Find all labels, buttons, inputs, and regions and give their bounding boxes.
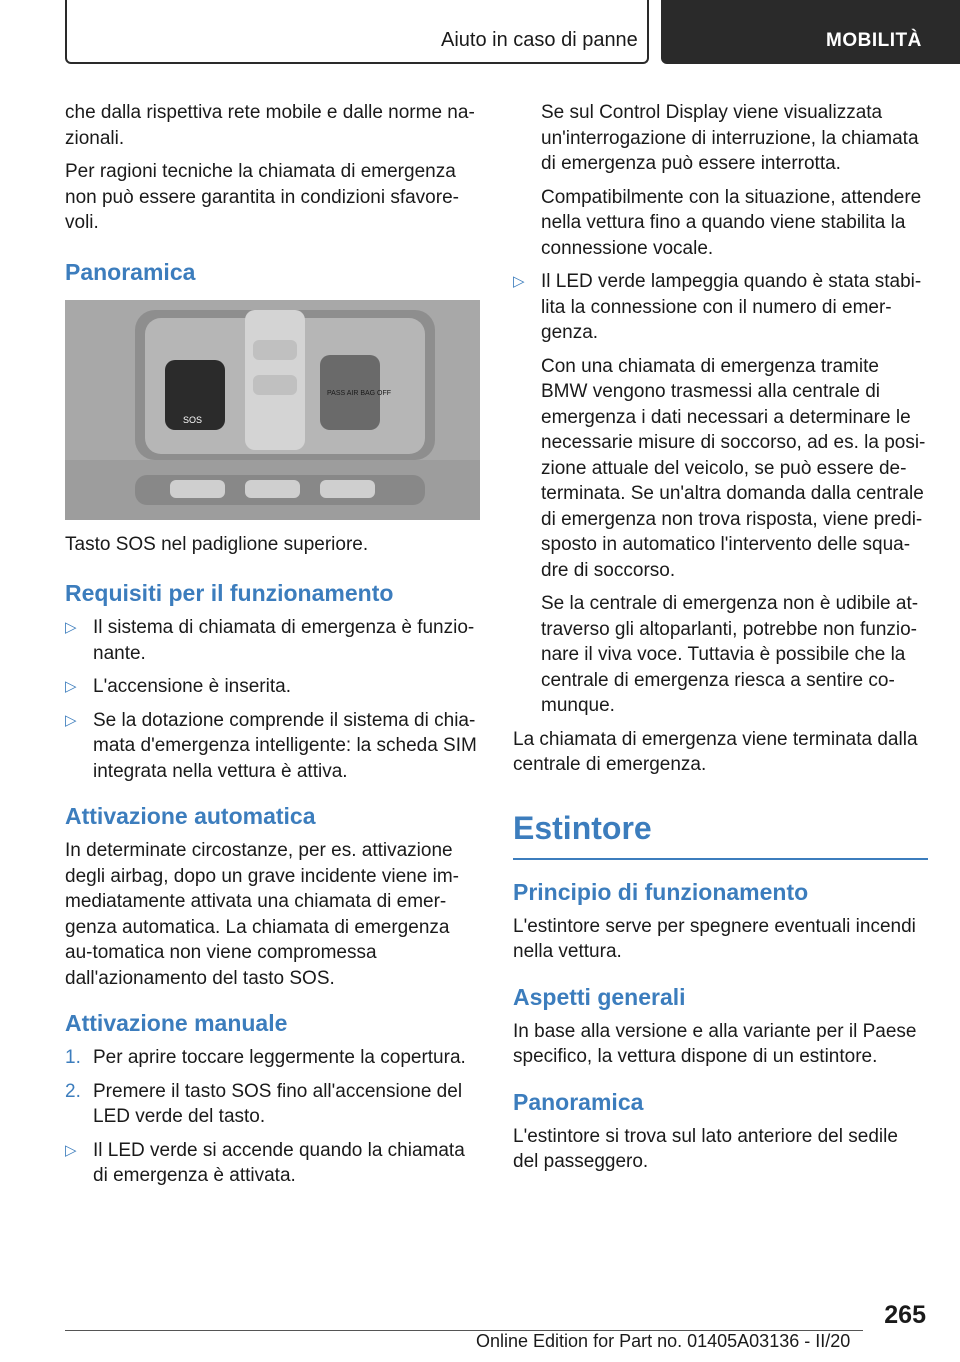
heading-auto-activation: Attivazione automatica: [65, 803, 316, 829]
paragraph: Compatibilmente con la situazione, attendere nella vettura fino a quando viene stabilita la connessione vocale.: [541, 186, 922, 259]
sos-button-photo: [65, 300, 480, 520]
step-number: 2.: [65, 1080, 81, 1102]
paragraph: Se sul Control Display viene visualizzata un'interrogazione di interruzione, la chiamata di emergenza può essere interrotta.: [541, 102, 919, 174]
sos-panel-illustration: [65, 300, 480, 520]
header-section-title: Aiuto in caso di panne: [441, 29, 638, 51]
left-column: [65, 100, 480, 1197]
pass-airbag-label: PASS AIR BAG OFF: [327, 389, 392, 397]
paragraph: In base alla versione e alla variante per il Paese specifico, la vettura dispone di un estintore.: [513, 1020, 917, 1067]
paragraph: L'estintore si trova sul lato anteriore del sedile del passeggero.: [513, 1125, 898, 1172]
list-item: ▷ Il sistema di chiamata di emergenza è funzio-nante.: [65, 617, 475, 664]
heading-overview: Panoramica: [65, 258, 196, 285]
paragraph: L'estintore serve per spegnere eventuali incendi nella vettura.: [513, 915, 916, 962]
list-item: ▷ Il LED verde lampeggia quando è stata stabi-lita la connessione con il numero di emer-genza.: [513, 271, 922, 343]
bullet-marker-icon: ▷: [65, 711, 77, 729]
paragraph: In determinate circostanze, per es. attivazione degli airbag, dopo un grave incidente viene im-mediatamente attivata una chiamata di emer-genza automatica. La chiamata di emergenza au-tomatica non viene compromessa dall'azionamento del tasto SOS.: [65, 840, 459, 989]
paragraph: Con una chiamata di emergenza tramite BMW vengono trasmessi alla centrale di emergenza i dati necessari a determinare le necessarie misure di soccorso, ad es. la posi-zione attuale del veicolo, se può essere de-terminata. Se un'altra domanda dalla centrale di emergenza non trova risposta, viene predi-sposto in automatico l'intervento delle squa-dre di soccorso.: [541, 355, 926, 581]
list-item: ▷ L'accensione è inserita.: [65, 674, 480, 700]
bullet-marker-icon: ▷: [65, 1141, 77, 1159]
sos-label: SOS: [183, 414, 203, 425]
step-number: 1.: [65, 1047, 81, 1068]
heading-general: Aspetti generali: [513, 983, 686, 1010]
header-chapter-title: MOBILITÀ: [826, 30, 922, 51]
right-column: [513, 100, 928, 1183]
heading-extinguisher: Estintore: [513, 808, 928, 860]
heading-principle: Principio di funzionamento: [513, 878, 809, 905]
page-number: 265: [884, 1301, 926, 1329]
list-item: ▷ Se la dotazione comprende il sistema di chia-mata d'emergenza intelligente: la scheda SIM integrata nella vettura è attiva.: [65, 709, 477, 782]
paragraph: Se la centrale di emergenza non è udibile at-traverso gli altoparlanti, potrebbe non funzio-nare il viva voce. Tuttavia è possibile che la centrale di emergenza riesca a sentire co-munque.: [541, 593, 919, 716]
paragraph: Per ragioni tecniche la chiamata di emergenza non può essere garantita in condizioni sfavore-voli.: [65, 161, 459, 233]
step-item: 2. Premere il tasto SOS fino all'accensione del LED verde del tasto.: [65, 1080, 463, 1127]
paragraph: La chiamata di emergenza viene terminata dalla centrale di emergenza.: [513, 728, 918, 775]
paragraph: che dalla rispettiva rete mobile e dalle norme na-zionali.: [65, 102, 475, 149]
heading-overview-2: Panoramica: [513, 1088, 644, 1115]
list-item: ▷ Il LED verde si accende quando la chiamata di emergenza è attivata.: [65, 1139, 465, 1186]
heading-requirements: Requisiti per il funzionamento: [65, 580, 394, 606]
heading-manual-activation: Attivazione manuale: [65, 1010, 288, 1036]
step-item: 1. Per aprire toccare leggermente la copertura.: [65, 1045, 480, 1071]
bullet-marker-icon: ▷: [65, 678, 77, 695]
bullet-marker-icon: ▷: [513, 273, 525, 290]
edition-note: Online Edition for Part no. 01405A03136 - II/20: [476, 1331, 851, 1351]
bullet-marker-icon: ▷: [65, 619, 77, 636]
photo-caption: Tasto SOS nel padiglione superiore.: [65, 533, 369, 555]
